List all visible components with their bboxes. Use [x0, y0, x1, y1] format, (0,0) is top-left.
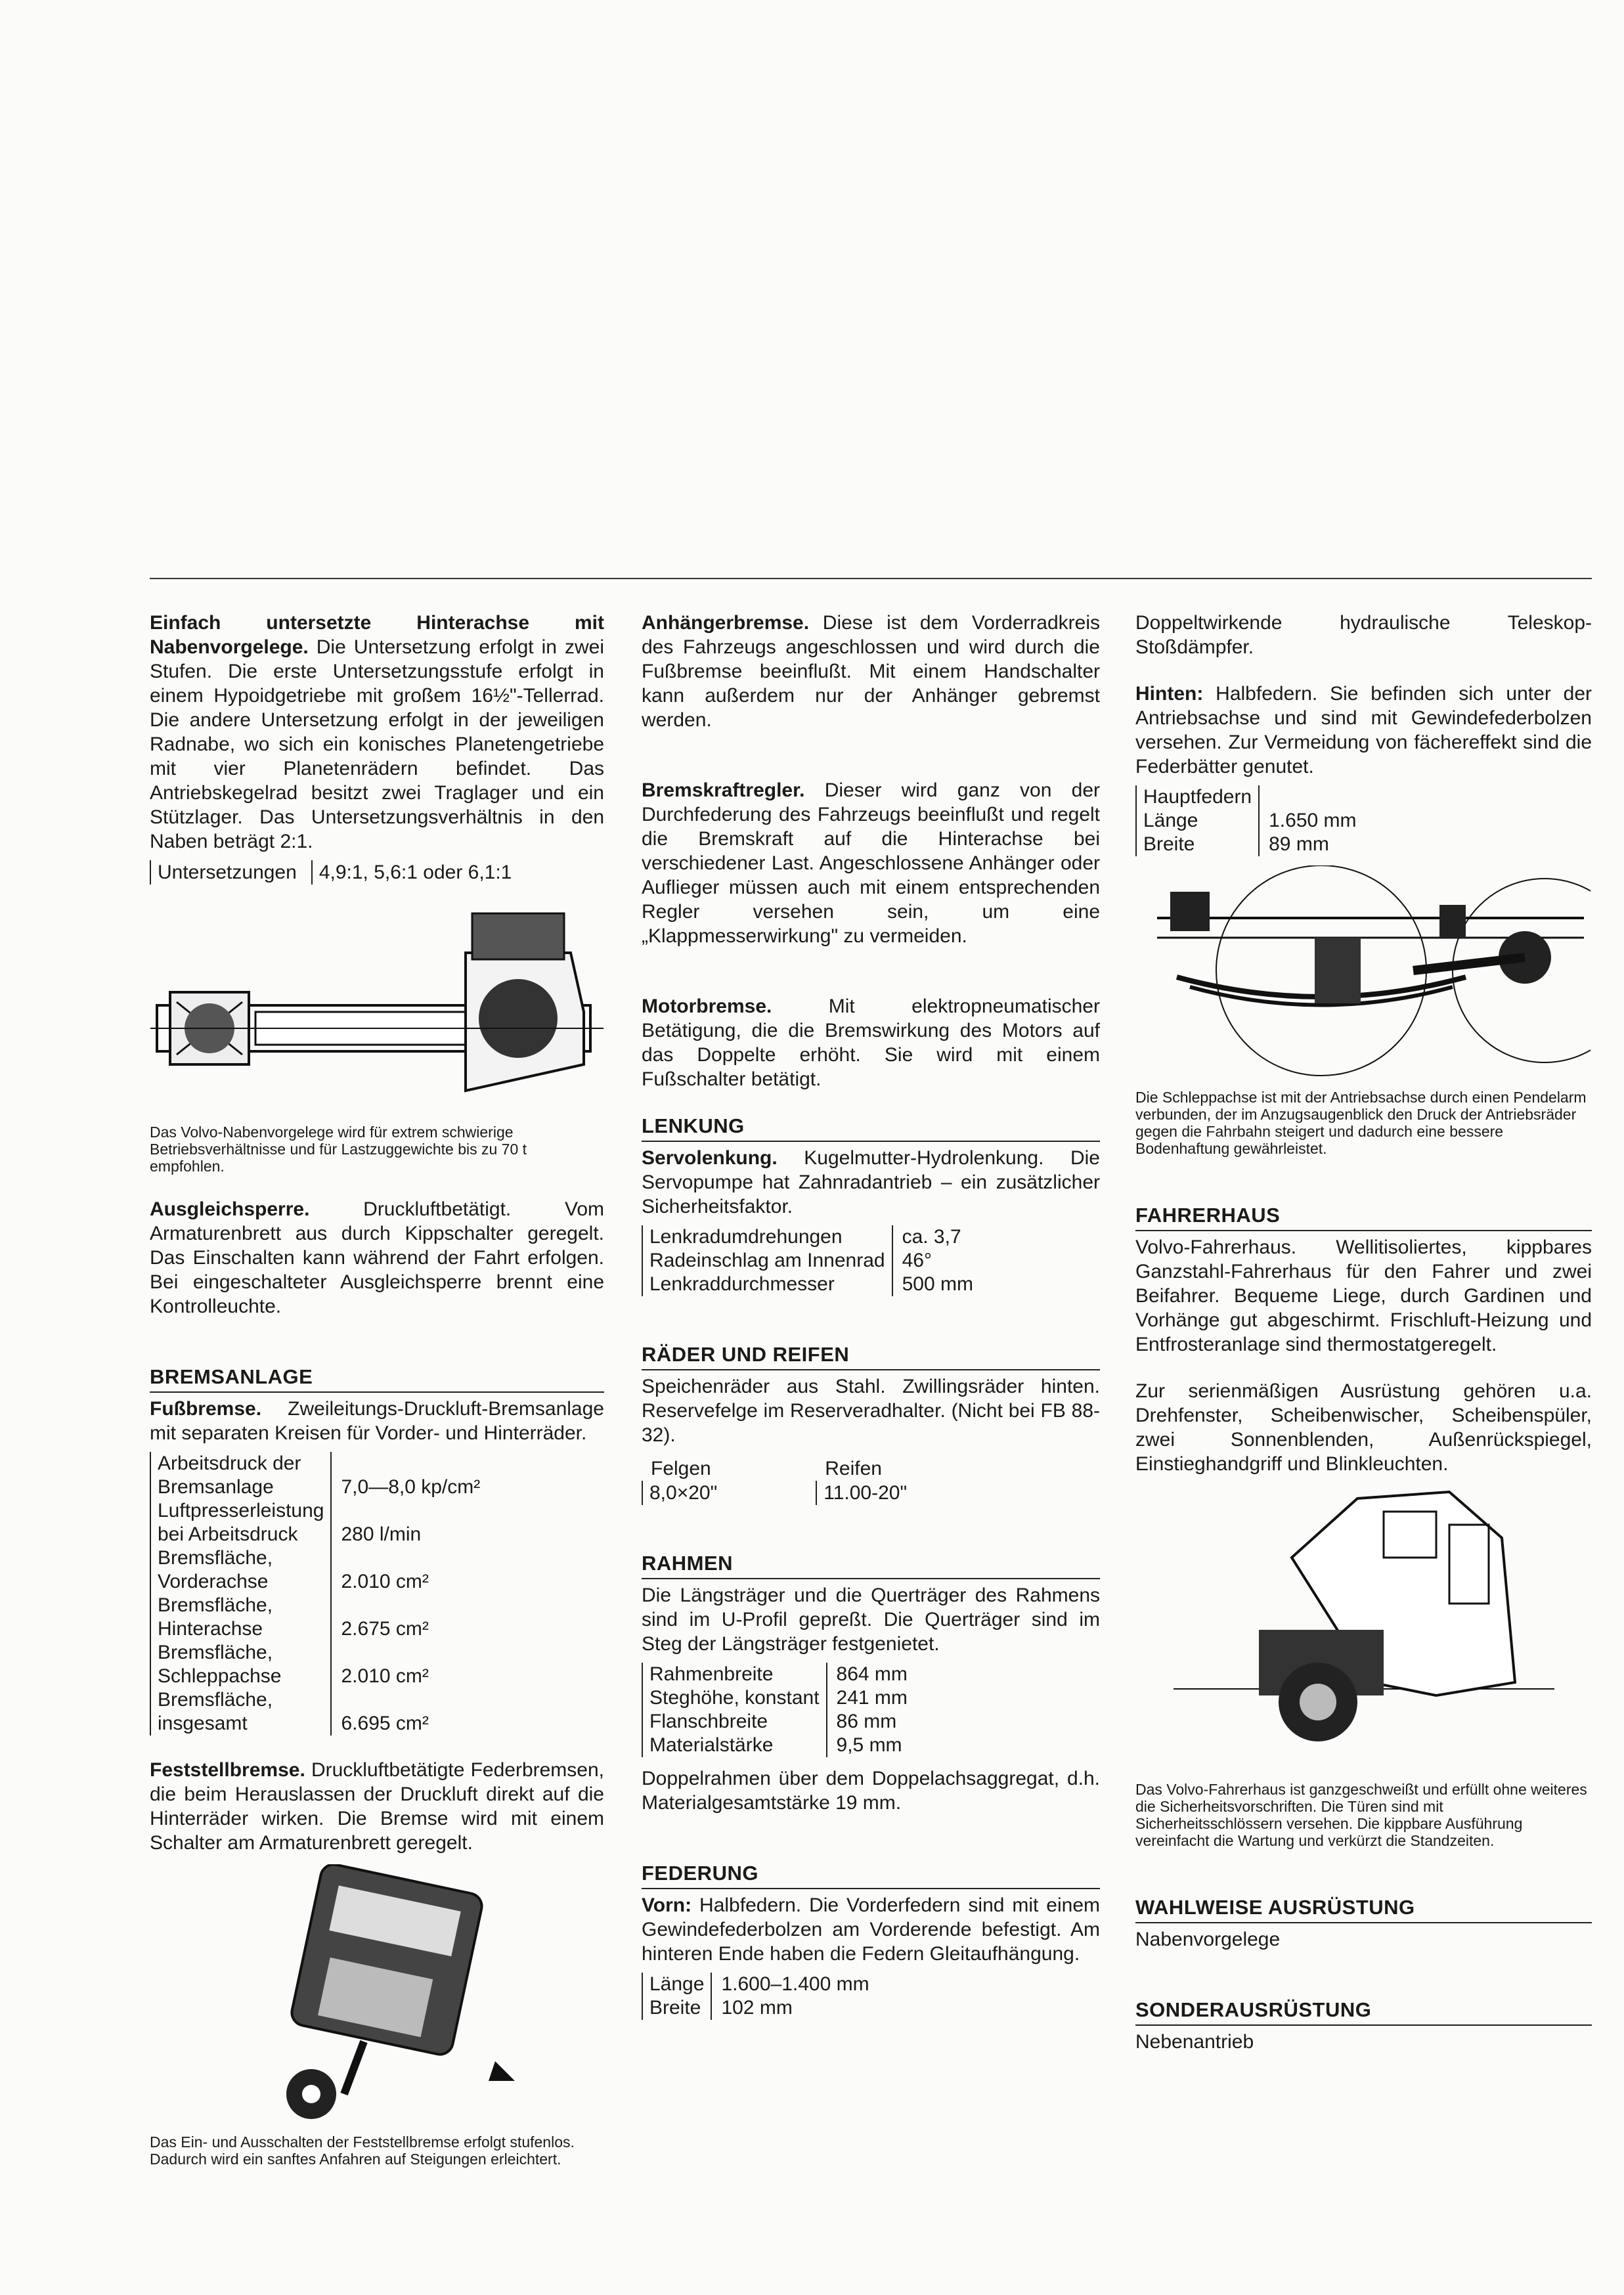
lenkung-heading: LENKUNG [642, 1114, 1100, 1142]
column-right [1135, 611, 1592, 2054]
untersetzungen-label: Untersetzungen [150, 860, 297, 885]
lenkung-label: Radeinschlag am Innenrad [642, 1249, 892, 1273]
federung-value: 1.600–1.400 mm [711, 1973, 875, 1996]
brake-label [150, 1452, 331, 1499]
rahmen-label: Flanschbreite [642, 1710, 827, 1734]
brake-value: 2.010 cm² [331, 1641, 487, 1688]
lenkung-row [642, 1225, 980, 1249]
cab-caption: Das Volvo-Fahrerhaus ist ganzgeschweißt und erfüllt ohne weiteres die Sicherheitsvorschriften. Die Türen sind mit Sicherheitsschlössern versehen. Die kippbare Ausführung vereinfacht die Wartung und verkürzt die Standzeiten. [1135, 1781, 1587, 1849]
federung-row [642, 1996, 876, 2020]
wahlweise-text: Nabenvorgelege [1135, 1929, 1281, 1950]
brake-label [150, 1546, 331, 1594]
hinterachse-title: Einfach untersetzte Hinterachse mit Nabenvorgelege. [150, 612, 604, 658]
fuss-title: Fußbremse. [150, 1398, 262, 1420]
hauptfedern-spec-table [1135, 785, 1363, 856]
fahrerhaus-text-2: Zur serienmäßigen Ausrüstung gehören u.a. Drehfenster, Scheibenwischer, Scheibenspüler, zwei Sonnenblenden, Außenrückspiegel, Einstieghandgriff und Blinkleuchten. [1135, 1380, 1592, 1475]
brake-label-line1: Luftpresserleistung [158, 1500, 324, 1521]
column-left [150, 611, 604, 2168]
anhaenger-text: Diese ist dem Vorderradkreis des Fahrzeugs angeschlossen und wird durch die Fußbremse beeinflußt. Mit einem Handschalter kann außerdem nur der Anhänger gebremst werden. [642, 612, 1100, 731]
brake-row [150, 1452, 487, 1499]
hauptfedern-row [1136, 785, 1363, 809]
brake-label [150, 1594, 331, 1641]
sonder-heading: SONDERAUSRÜSTUNG [1135, 1998, 1592, 2026]
rahmen-row [642, 1686, 914, 1710]
brake-label-line1: Arbeitsdruck der [158, 1453, 301, 1474]
hinterachse-paragraph [150, 611, 604, 854]
lenkung-value: 46° [892, 1249, 980, 1273]
rahmen-spec-table [642, 1663, 914, 1757]
vorn-paragraph [642, 1893, 1100, 1966]
rahmen-value: 9,5 mm [827, 1734, 914, 1757]
brake-row [150, 1594, 487, 1641]
brake-label-line2: Schleppachse [158, 1665, 282, 1687]
sonder-text: Nebenantrieb [1135, 2031, 1254, 2053]
lenkung-label: Lenkradumdrehungen [642, 1225, 892, 1249]
hauptfedern-value: 1.650 mm [1259, 809, 1363, 833]
rahmen-row [642, 1710, 914, 1734]
regler-paragraph [642, 778, 1100, 948]
brake-row [150, 1688, 487, 1736]
lenkung-row [642, 1249, 980, 1273]
federung-heading: FEDERUNG [642, 1861, 1100, 1889]
rahmen-value: 86 mm [827, 1710, 914, 1734]
fahrerhaus-heading: FAHRERHAUS [1135, 1203, 1592, 1231]
federung-label: Länge [642, 1973, 711, 1996]
rahmen-label: Rahmenbreite [642, 1663, 827, 1686]
servo-text: Kugelmutter-Hydrolenkung. Die Servopumpe hat Zahnradantrieb – ein zusätzlicher Sicherheitsfaktor. [642, 1147, 1100, 1217]
felgen-block [642, 1456, 717, 1505]
brake-value: 2.010 cm² [331, 1546, 487, 1594]
lenkung-spec-table [642, 1225, 980, 1296]
nabe-caption: Das Volvo-Nabenvorgelege wird für extrem schwierige Betriebsverhältnisse und für Lastzuggewichte bis zu 70 t empfohlen. [150, 1124, 527, 1175]
brake-spec-table [150, 1452, 487, 1736]
rahmen-value: 241 mm [827, 1686, 914, 1710]
hauptfedern-row [1136, 809, 1363, 833]
hauptfedern-label: Hauptfedern [1136, 785, 1259, 809]
felgen-value: 8,0×20" [642, 1481, 717, 1505]
feststell-text: Druckluftbetätigte Federbremsen, die beim Herauslassen der Druckluft direkt auf die Hinterräder wirken. Die Bremse wird mit einem Schalter am Armaturenbrett geregelt. [150, 1759, 604, 1854]
rahmen-text: Die Längsträger und die Querträger des Rahmens sind im U-Profil gepreßt. Die Querträger sind im Steg der Längsträger festgenietet. [642, 1585, 1100, 1655]
brake-label-line1: Bremsfläche, [158, 1689, 273, 1711]
brake-value: 7,0—8,0 kp/cm² [331, 1452, 487, 1499]
wahlweise-heading: WAHLWEISE AUSRÜSTUNG [1135, 1895, 1592, 1923]
reifen-value: 11.00-20" [816, 1481, 907, 1505]
brake-value: 280 l/min [331, 1499, 487, 1546]
feststell-caption: Das Ein- und Ausschalten der Feststellbremse erfolgt stufenlos. Dadurch wird ein sanftes Anfahren auf Steigungen erleichtert. [150, 2133, 575, 2168]
raeder-heading: RÄDER UND REIFEN [642, 1342, 1100, 1370]
fuss-text: Zweileitungs-Druckluft-Bremsanlage mit separaten Kreisen für Vorder- und Hinterräder. [150, 1398, 604, 1444]
vorn-text: Halbfedern. Die Vorderfedern sind mit einem Gewindefederbolzen am Vorderende befestigt. Am hinteren Ende haben die Federn Gleitaufhängung. [642, 1894, 1100, 1965]
brake-label-line2: Hinterachse [158, 1618, 263, 1640]
ausgleich-paragraph [150, 1197, 604, 1319]
brake-label [150, 1641, 331, 1688]
brake-label-line2: insgesamt [158, 1713, 248, 1734]
brake-label-line2: Vorderachse [158, 1571, 269, 1592]
hinten-text: Halbfedern. Sie befinden sich unter der Antriebsachse und sind mit Gewindefederbolzen versehen. Zur Vermeidung von fächereffekt sind die Federbätter genutet. [1135, 683, 1592, 777]
brake-label [150, 1499, 331, 1546]
lenkung-row [642, 1273, 980, 1296]
fahrerhaus-text: Volvo-Fahrerhaus. Wellitisoliertes, kippbares Ganzstahl-Fahrerhaus für den Fahrer und zwei Beifahrer. Bequeme Liege, durch Gardinen und Vorhänge gut abgeschirmt. Frischluft-Heizung und Entfrosteranlage sind thermostatgeregelt. [1135, 1236, 1592, 1355]
anhaenger-title: Anhängerbremse. [642, 612, 810, 634]
regler-title: Bremskraftregler. [642, 779, 805, 801]
hinterachse-text: Die Untersetzung erfolgt in zwei Stufen. Die erste Untersetzungsstufe erfolgt in einem Hypoidgetriebe mit großem 16½"-Tellerrad. Die andere Untersetzung erfolgt in der jeweiligen Radnabe, wo sich ein konisches Planetengetriebe mit vier Planetenrädern befindet. Das Antriebskegelrad besitzt zwei Traglager und ein Stützlager. Das Untersetzungsverhältnis in den Naben beträgt 2:1. [150, 636, 604, 852]
brake-label-line2: Bremsanlage [158, 1476, 274, 1498]
lenkung-value: 500 mm [892, 1273, 980, 1296]
brake-label-line1: Bremsfläche, [158, 1547, 273, 1569]
federung-spec-table [642, 1973, 876, 2020]
raeder-text: Speichenräder aus Stahl. Zwillingsräder hinten. Reservefelge im Reserveradhalter. (Nicht bei FB 88-32). [642, 1376, 1100, 1446]
schlepp-caption: Die Schleppachse ist mit der Antriebsachse durch einen Pendelarm verbunden, der im Anzugsaugenblick den Druck der Antriebsräder gegen die Fahrbahn steigert und dadurch eine bessere Bodenhaftung gewährleistet. [1135, 1089, 1587, 1157]
brake-row [150, 1499, 487, 1546]
felgen-label: Felgen [651, 1458, 711, 1479]
rahmen-label: Steghöhe, konstant [642, 1686, 827, 1710]
reifen-label: Reifen [825, 1458, 882, 1479]
brake-row [150, 1546, 487, 1594]
servo-paragraph [642, 1146, 1100, 1219]
rahmen-heading: RAHMEN [642, 1551, 1100, 1579]
brake-label-line1: Bremsfläche, [158, 1642, 273, 1663]
column-middle [642, 611, 1100, 2020]
trailing-axle-suspension-illustration [1137, 865, 1591, 1082]
rahmen-value: 864 mm [827, 1663, 914, 1686]
tilting-cab-illustration [1174, 1485, 1554, 1774]
rahmen-row [642, 1663, 914, 1686]
hub-reduction-gear-illustration [150, 894, 604, 1117]
rahmen-row [642, 1734, 914, 1757]
ausgleich-text: Druckluftbetätigt. Vom Armaturenbrett aus durch Kippschalter geregelt. Das Einschalten kann während der Fahrt erfolgen. Bei eingeschalteter Ausgleichsperre brennt eine Kontrolleuchte. [150, 1198, 604, 1317]
hinten-title: Hinten: [1135, 683, 1204, 705]
untersetzungen-value: 4,9:1, 5,6:1 oder 6,1:1 [311, 860, 512, 885]
lenkung-value: ca. 3,7 [892, 1225, 980, 1249]
feststell-title: Feststellbremse. [150, 1759, 305, 1781]
federung-value: 102 mm [711, 1996, 875, 2020]
anhaenger-paragraph [642, 611, 1100, 732]
brake-row [150, 1641, 487, 1688]
brake-label-line1: Bremsfläche, [158, 1594, 273, 1616]
motorbremse-paragraph [642, 994, 1100, 1091]
reifen-block [816, 1456, 907, 1505]
hauptfedern-row [1136, 833, 1363, 856]
fuss-paragraph [150, 1397, 604, 1445]
federung-label: Breite [642, 1996, 711, 2020]
brake-value: 2.675 cm² [331, 1594, 487, 1641]
brake-value: 6.695 cm² [331, 1688, 487, 1736]
daempfer-text: Doppeltwirkende hydraulische Teleskop-Stoßdämpfer. [1135, 612, 1592, 658]
untersetzungen-row [150, 860, 604, 885]
servo-title: Servolenkung. [642, 1147, 778, 1169]
rahmen-text-2: Doppelrahmen über dem Doppelachsaggregat, d.h. Materialgesamtstärke 19 mm. [642, 1768, 1100, 1814]
regler-text: Dieser wird ganz von der Durchfederung des Fahrzeugs beeinflußt und regelt die Bremskraft auf die Hinterachse bei verschiedener Last. Angeschlossene Anhänger oder Auflieger müssen auch mit einem entsprechenden Regler versehen sein, um eine „Klappmesserwirkung" zu vermeiden. [642, 779, 1100, 947]
hauptfedern-value: 89 mm [1259, 833, 1363, 856]
brake-label [150, 1688, 331, 1736]
hauptfedern-label: Breite [1136, 833, 1259, 856]
hinten-paragraph [1135, 682, 1592, 779]
hauptfedern-label: Länge [1136, 809, 1259, 833]
brake-label-line2: bei Arbeitsdruck [158, 1523, 298, 1545]
vorn-title: Vorn: [642, 1894, 692, 1916]
motorbremse-title: Motorbremse. [642, 995, 772, 1017]
spring-brake-cylinder-illustration [193, 1864, 561, 2127]
motorbremse-text: Mit elektropneumatischer Betätigung, die die Bremswirkung des Motors auf das Doppelte erhöht. Sie wird mit einem Fußschalter betätigt. [642, 995, 1100, 1090]
felgen-reifen-row [642, 1456, 1100, 1505]
hauptfedern-spacer [1259, 785, 1363, 809]
federung-row [642, 1973, 876, 1996]
ausgleich-title: Ausgleichsperre. [150, 1198, 310, 1220]
bremsanlage-heading: BREMSANLAGE [150, 1365, 604, 1393]
feststell-paragraph [150, 1758, 604, 1855]
top-divider [150, 578, 1592, 579]
lenkung-label: Lenkraddurchmesser [642, 1273, 892, 1296]
rahmen-label: Materialstärke [642, 1734, 827, 1757]
